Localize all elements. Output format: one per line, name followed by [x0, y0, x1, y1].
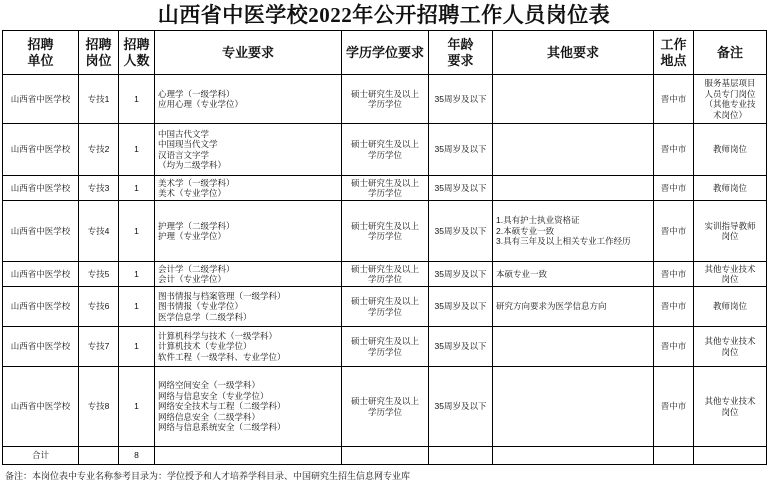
remark-line: 其他专业技术	[704, 336, 756, 346]
cell-unit: 山西省中医学校	[3, 327, 79, 367]
total-empty	[429, 447, 493, 465]
cell-other	[493, 367, 654, 447]
cell-count: 1	[119, 75, 155, 124]
cell-other	[493, 75, 654, 124]
cell-other	[493, 327, 654, 367]
cell-location: 晋中市	[654, 327, 694, 367]
remark-line: 岗位	[721, 346, 739, 357]
degree-line: 学历学位	[367, 99, 402, 109]
remark-line: 术岗位）	[712, 109, 747, 120]
table-row	[3, 124, 767, 176]
header-degree: 学历学位要求	[342, 31, 429, 75]
major-line: （均为二级学科）	[158, 160, 227, 170]
degree-line: 学历学位	[367, 149, 402, 160]
major-line: 护理学（二级学科）	[158, 220, 235, 231]
cell-unit: 山西省中医学校	[3, 367, 79, 447]
degree-line: 硕士研究生及以上	[350, 336, 419, 346]
cell-major	[155, 124, 342, 176]
cell-post: 专技2	[79, 124, 119, 176]
major-line: 汉语言文字学	[158, 149, 210, 160]
other-line: 3.具有三年及以上相关专业工作经历	[496, 236, 631, 247]
degree-line: 学历学位	[367, 346, 402, 357]
cell-location: 晋中市	[654, 124, 694, 176]
cell-location: 晋中市	[654, 262, 694, 287]
major-line: 中国古代文学	[158, 128, 210, 139]
remark-line: 教师岗位	[712, 144, 747, 155]
other-line: 研究方向要求为医学信息方向	[496, 301, 607, 312]
degree-line: 硕士研究生及以上	[350, 139, 419, 149]
table-row	[3, 201, 767, 262]
major-line: 网络空间安全（一级学科）	[158, 380, 261, 391]
major-line: 计算机科学与技术（一级学科）	[158, 330, 278, 341]
major-line: 会计（专业学位）	[158, 274, 227, 284]
cell-count: 1	[119, 287, 155, 327]
major-line: 网络信息安全（二级学科）	[158, 411, 261, 422]
cell-remark	[694, 287, 767, 327]
major-line: 美术学（一级学科）	[158, 177, 235, 188]
cell-unit: 山西省中医学校	[3, 201, 79, 262]
major-line: 图书情报（专业学位）	[158, 301, 244, 312]
cell-degree	[342, 367, 429, 447]
total-empty	[493, 447, 654, 465]
remark-line: 人员专门岗位	[704, 88, 756, 99]
major-line: 网络与信息系统安全（二级学科）	[158, 422, 286, 433]
total-count: 8	[119, 447, 155, 465]
cell-major	[155, 262, 342, 287]
cell-count: 1	[119, 201, 155, 262]
table-row	[3, 367, 767, 447]
cell-remark	[694, 176, 767, 201]
other-line: 本硕专业一致	[496, 268, 548, 279]
total-empty	[654, 447, 694, 465]
cell-count: 1	[119, 176, 155, 201]
remark-line: 其他专业技术	[704, 396, 756, 406]
cell-unit: 山西省中医学校	[3, 287, 79, 327]
major-line: 中国现当代文学	[158, 139, 218, 149]
page-title: 山西省中医学校2022年公开招聘工作人员岗位表	[157, 3, 611, 27]
major-line: 软件工程（一级学科、专业学位）	[158, 351, 286, 362]
cell-age: 35周岁及以下	[429, 327, 493, 367]
cell-count: 1	[119, 367, 155, 447]
cell-remark	[694, 124, 767, 176]
cell-major	[155, 75, 342, 124]
cell-post: 专技7	[79, 327, 119, 367]
degree-line: 硕士研究生及以上	[350, 177, 419, 188]
cell-major	[155, 201, 342, 262]
cell-post: 专技1	[79, 75, 119, 124]
cell-remark	[694, 201, 767, 262]
total-empty	[342, 447, 429, 465]
table-row	[3, 176, 767, 201]
other-line: 2.本硕专业一致	[496, 225, 555, 236]
major-line: 会计学（二级学科）	[158, 263, 235, 274]
cell-location: 晋中市	[654, 201, 694, 262]
cell-post: 专技4	[79, 201, 119, 262]
table-row	[3, 75, 767, 124]
cell-location: 晋中市	[654, 287, 694, 327]
header-location: 工作 地点	[654, 31, 694, 75]
degree-line: 硕士研究生及以上	[350, 88, 419, 99]
degree-line: 学历学位	[367, 306, 402, 317]
cell-count: 1	[119, 262, 155, 287]
degree-line: 学历学位	[367, 274, 402, 284]
header-age: 年龄 要求	[429, 31, 493, 75]
cell-major	[155, 287, 342, 327]
major-line: 计算机技术（专业学位）	[158, 341, 252, 352]
header-count: 招聘 人数	[119, 31, 155, 75]
cell-unit: 山西省中医学校	[3, 75, 79, 124]
cell-major	[155, 327, 342, 367]
cell-major	[155, 367, 342, 447]
header-row	[3, 31, 767, 75]
cell-post: 专技6	[79, 287, 119, 327]
major-line: 美术（专业学位）	[158, 188, 227, 198]
cell-other	[493, 124, 654, 176]
total-empty	[79, 447, 119, 465]
cell-location: 晋中市	[654, 75, 694, 124]
cell-count: 1	[119, 327, 155, 367]
remark-line: 岗位	[721, 274, 739, 284]
table-row	[3, 262, 767, 287]
total-row	[3, 447, 767, 465]
cell-age: 35周岁及以下	[429, 176, 493, 201]
footnote: 备注：本岗位表中专业名称参考目录为：学位授予和人才培养学科目录、中国研究生招生信息网专业库	[5, 471, 411, 481]
cell-age: 35周岁及以下	[429, 287, 493, 327]
cell-degree	[342, 262, 429, 287]
remark-line: 教师岗位	[712, 301, 747, 312]
cell-unit: 山西省中医学校	[3, 124, 79, 176]
header-major: 专业要求	[155, 31, 342, 75]
table-row	[3, 287, 767, 327]
header-other: 其他要求	[493, 31, 654, 75]
cell-degree	[342, 327, 429, 367]
cell-post: 专技3	[79, 176, 119, 201]
remark-line: 岗位	[721, 406, 739, 417]
positions-table	[2, 30, 767, 465]
cell-major	[155, 176, 342, 201]
cell-other	[493, 262, 654, 287]
degree-line: 硕士研究生及以上	[350, 220, 419, 231]
cell-degree	[342, 176, 429, 201]
cell-post: 专技5	[79, 262, 119, 287]
degree-line: 硕士研究生及以上	[350, 296, 419, 306]
header-post: 招聘 岗位	[79, 31, 119, 75]
cell-age: 35周岁及以下	[429, 367, 493, 447]
table-body	[3, 75, 767, 447]
total-empty	[155, 447, 342, 465]
cell-degree	[342, 75, 429, 124]
other-line: 1.具有护士执业资格证	[496, 215, 580, 226]
major-line: 医学信息学（二级学科）	[158, 311, 252, 322]
major-line: 心理学（一级学科）	[158, 88, 235, 99]
total-empty	[694, 447, 767, 465]
major-line: 网络安全技术与工程（二级学科）	[158, 401, 286, 412]
cell-unit: 山西省中医学校	[3, 262, 79, 287]
cell-age: 35周岁及以下	[429, 124, 493, 176]
cell-age: 35周岁及以下	[429, 262, 493, 287]
degree-line: 硕士研究生及以上	[350, 263, 419, 274]
cell-degree	[342, 287, 429, 327]
major-line: 护理（专业学位）	[158, 231, 227, 241]
cell-location: 晋中市	[654, 367, 694, 447]
cell-count: 1	[119, 124, 155, 176]
cell-other	[493, 287, 654, 327]
cell-degree	[342, 124, 429, 176]
major-line: 网络与信息安全（专业学位）	[158, 390, 269, 401]
cell-unit: 山西省中医学校	[3, 176, 79, 201]
major-line: 图书情报与档案管理（一级学科）	[158, 290, 286, 301]
cell-other	[493, 176, 654, 201]
cell-age: 35周岁及以下	[429, 75, 493, 124]
cell-location: 晋中市	[654, 176, 694, 201]
cell-remark	[694, 367, 767, 447]
remark-line: 教师岗位	[712, 182, 747, 193]
header-unit: 招聘 单位	[3, 31, 79, 75]
degree-line: 学历学位	[367, 406, 402, 417]
major-line: 应用心理（专业学位）	[158, 99, 244, 109]
remark-line: （其他专业技	[704, 99, 756, 109]
remark-line: 服务基层项目	[704, 78, 756, 88]
degree-line: 学历学位	[367, 188, 402, 198]
remark-line: 实训指导教师	[704, 220, 756, 231]
total-label: 合计	[3, 447, 79, 465]
cell-age: 35周岁及以下	[429, 201, 493, 262]
cell-post: 专技8	[79, 367, 119, 447]
degree-line: 学历学位	[367, 231, 402, 241]
remark-line: 其他专业技术	[704, 263, 756, 274]
cell-degree	[342, 201, 429, 262]
cell-remark	[694, 327, 767, 367]
header-remark: 备注	[694, 31, 767, 75]
cell-remark	[694, 75, 767, 124]
table-row	[3, 327, 767, 367]
degree-line: 硕士研究生及以上	[350, 396, 419, 406]
remark-line: 岗位	[721, 231, 739, 241]
cell-remark	[694, 262, 767, 287]
cell-other	[493, 201, 654, 262]
